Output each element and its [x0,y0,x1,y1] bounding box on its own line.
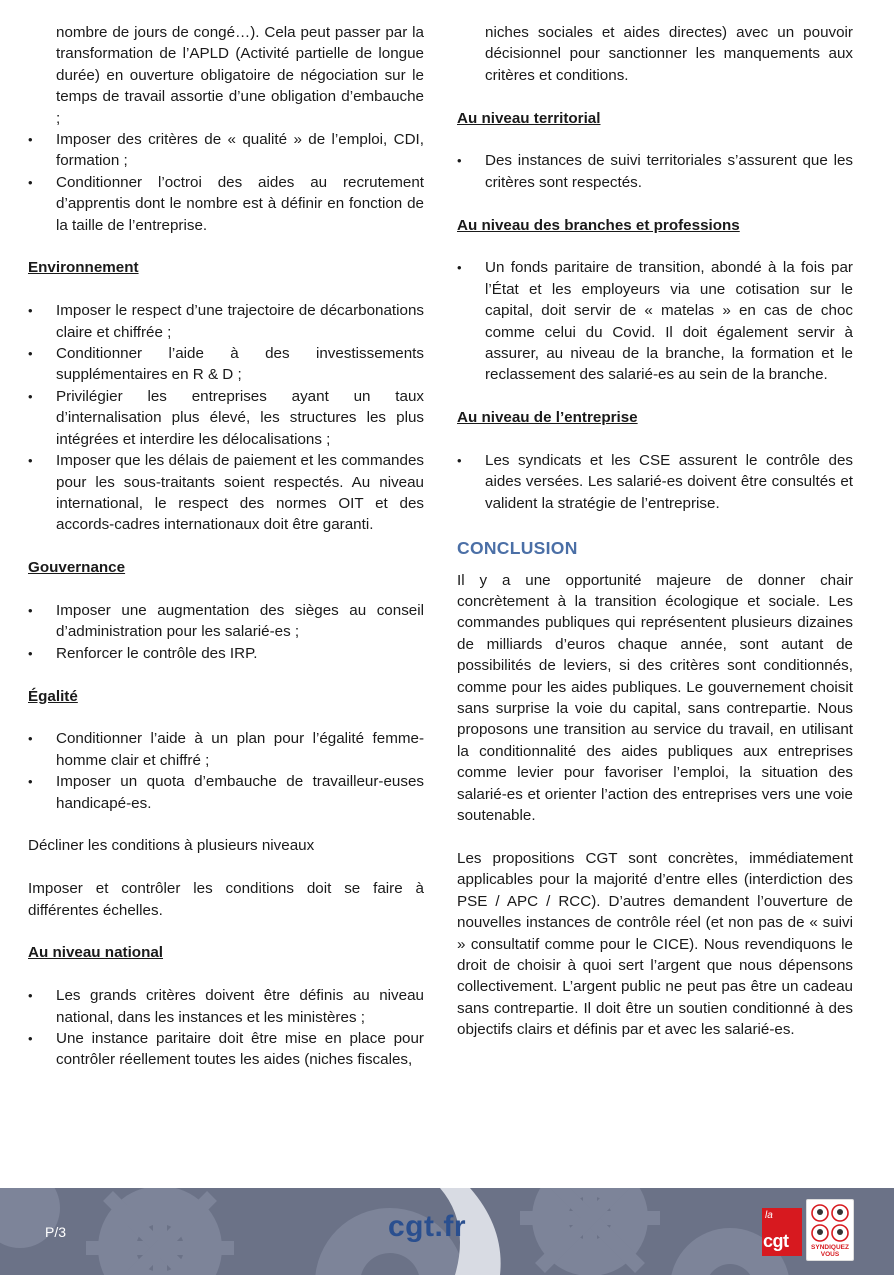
cgt-logo-text: cgt [763,1231,789,1251]
declinaison-text: Décliner les conditions à plusieurs niveaux [28,837,315,855]
egalite-list [28,728,424,814]
territorial-list [457,150,853,193]
list-item: • Les grands critères doivent être définis au niveau national, dans les instances et les ministères ; [28,985,424,1028]
continued-paragraph: niches sociales et aides directes) avec un pouvoir décisionnel pour sanctionner les manquements aux critères et conditions. [485,24,853,84]
list-item: • Imposer une augmentation des sièges au conseil d’administration pour les salarié-es ; [28,600,424,643]
conclusion-paragraph-1: Il y a une opportunité majeure de donner chair concrètement à la transition écologique et sociale. Les commandes publiques qui représentent plusieurs dizaines de milliards d’euros chaque année, sont autant de possibilités de leviers, si des critères sont conditionnés, comme pour les aides publiques. Le gouvernement choisit sans surprise la voie du capital, sans contrepartie. Nous proposons une transition au service du travail, en utilisant la conditionnalité des aides publiques aux entreprises comme levier pour favoriser l’emploi, la situation des salarié-es et orienter l’action des entreprises vers une voie soutenable. [457,571,853,825]
heading-territorial: Au niveau territorial [457,109,601,127]
list-item: • Conditionner l’octroi des aides au recrutement d’apprentis dont le nombre est à définir en fonction de la taille de l’entreprise. [28,172,424,236]
national-list [28,985,424,1071]
syndiquez-vous-logo [806,1199,854,1261]
syndiquez-vous-text: SYNDIQUEZ VOUS [811,1244,849,1258]
list-item: • Conditionner l’aide à un plan pour l’égalité femme-homme clair et chiffré ; [28,728,424,771]
list-item: • Conditionner l’aide à des investissements supplémentaires en R & D ; [28,343,424,386]
left-column [28,22,424,1071]
conclusion-paragraph-2: Les propositions CGT sont concrètes, immédiatement applicables pour la majorité d’entre elles (interdiction des PSE / APC / RCC). D’autres demandent l’ouverture de nouvelles instances de contrôle réel (et non pas de « suivi » consultatif comme pour le CICE). Nous revendiquons le droit de choisir à quoi sert l’argent que nous dépensons collectivement. L’argent public ne peut pas être un cadeau sans contrepartie. Il doit être un soutien conditionné à des objectifs clairs et définis par et avec les salarié-es. [457,849,853,1039]
right-column [457,22,853,1041]
list-item: • Imposer un quota d’embauche de travailleur-euses handicapé-es. [28,771,424,814]
environnement-list [28,300,424,535]
gouvernance-list [28,600,424,664]
cgt-logo-la: la [765,1210,773,1221]
conclusion-heading: CONCLUSION [457,537,578,558]
entreprise-list [457,450,853,514]
heading-environnement: Environnement [28,259,139,277]
heading-entreprise: Au niveau de l’entreprise [457,409,638,427]
faces-icon [807,1202,853,1246]
list-item: • Renforcer le contrôle des IRP. [28,643,424,664]
page-number: P/3 [45,1224,67,1240]
list-item: • Imposer que les délais de paiement et les commandes pour les sous-traitants soient respectés. Au niveau international, le respect des normes OIT et des accords-cadres internationaux doit être garanti. [28,450,424,536]
list-item: • Les syndicats et les CSE assurent le contrôle des aides versées. Les salarié-es doivent être consultés et valident la stratégie de l’entreprise. [457,450,853,514]
echelles-text: Imposer et contrôler les conditions doit se faire à différentes échelles. [28,880,424,919]
heading-gouvernance: Gouvernance [28,559,126,577]
heading-branches: Au niveau des branches et professions [457,216,740,234]
list-item: • Des instances de suivi territoriales s’assurent que les critères sont respectés. [457,150,853,193]
list-item: • Imposer le respect d’une trajectoire de décarbonations claire et chiffrée ; [28,300,424,343]
list-item: • Un fonds paritaire de transition, abondé à la fois par l’État et les employeurs via une cotisation sur le capital, doit servir de « matelas » en cas de choc comme celui du Covid. Il doit également servir à assurer, au niveau de la branche, la formation et le reclassement des salarié-es au sein de la branche. [457,257,853,385]
footer-band [0,1188,894,1275]
continued-paragraph: nombre de jours de congé…). Cela peut passer par la transformation de l’APLD (Activité partielle de longue durée) en ouverture obligatoire de négociation sur le temps de travail assortie d’une obligation d’embauche ; [56,24,424,127]
list-item: • Privilégier les entreprises ayant un taux d’internalisation plus élevé, les structures les plus intégrées et interdire les délocalisations ; [28,386,424,450]
branches-list [457,257,853,385]
list-item: • Imposer des critères de « qualité » de l’emploi, CDI, formation ; [28,129,424,172]
site-link[interactable]: cgt.fr [388,1210,466,1243]
heading-national: Au niveau national [28,944,164,962]
cgt-logo [762,1208,802,1256]
continued-list [28,129,424,236]
heading-egalite: Égalité [28,687,78,705]
list-item: • Une instance paritaire doit être mise en place pour contrôler réellement toutes les aides (niches fiscales, [28,1028,424,1071]
